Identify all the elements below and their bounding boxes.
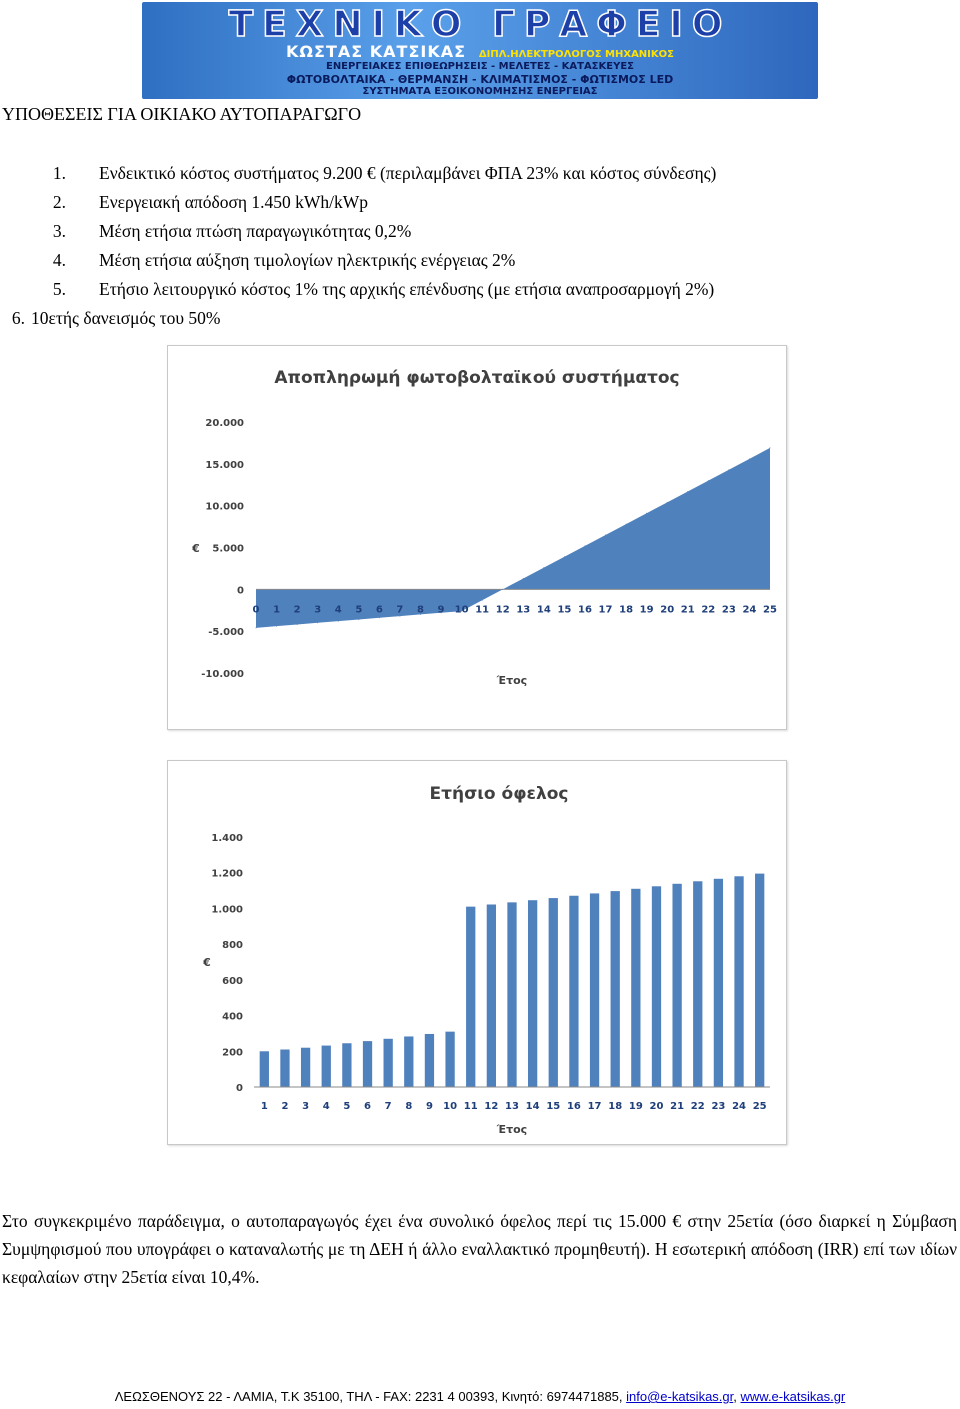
x-tick-label: 7: [384, 1101, 392, 1112]
x-tick-label: 17: [587, 1101, 602, 1112]
x-tick-label: 25: [752, 1101, 767, 1112]
x-tick-label: 3: [302, 1101, 310, 1112]
x-tick-label: 6: [375, 604, 383, 616]
x-tick-label: 11: [463, 1101, 478, 1112]
footer-email-link[interactable]: info@e-katsikas.gr: [626, 1389, 734, 1404]
bar: [260, 1051, 269, 1087]
list-number: 2.: [52, 192, 66, 212]
data-point: [482, 600, 483, 601]
x-tick-label: 12: [495, 604, 510, 616]
footer-address: ΛΕΩΣΘΕΝΟΥΣ 22 - ΛΑΜΙΑ, Τ.Κ 35100, ΤΗΛ - FAX: 2231 4 00393, Κινητό: 6974471885,: [114, 1389, 627, 1404]
x-tick-label: 21: [670, 1101, 685, 1112]
x-tick-label: 1: [273, 604, 281, 616]
y-tick-label: 10.000: [205, 501, 244, 513]
data-point: [646, 513, 647, 514]
assumptions-list: [0, 160, 716, 334]
list-item: [0, 247, 716, 276]
x-tick-label: 15: [546, 1101, 561, 1112]
data-point: [358, 619, 359, 620]
logo-line-services: ΕΝΕΡΓΕΙΑΚΕΣ ΕΠΙΘΕΩΡΗΣΕΙΣ - ΜΕΛΕΤΕΣ - ΚΑΤΑΣΚΕΥΕΣ: [325, 61, 634, 72]
x-tick-label: 24: [732, 1101, 747, 1112]
footer-website-link[interactable]: www.e-katsikas.gr: [740, 1389, 846, 1404]
x-tick-label: 19: [628, 1101, 643, 1112]
x-axis-label: Έτος: [496, 1123, 528, 1136]
page-heading: ΥΠΟΘΕΣΕΙΣ ΓΙΑ ΟΙΚΙΑΚΟ ΑΥΤΟΠΑΡΑΓΩΓΟ: [2, 104, 362, 124]
data-point: [297, 624, 298, 625]
data-point: [770, 447, 771, 448]
y-tick-label: 1.000: [211, 904, 243, 916]
bar: [631, 889, 640, 1087]
y-tick-label: 1.200: [211, 868, 243, 880]
series-area: [256, 448, 770, 628]
y-tick-label: -5.000: [208, 627, 244, 639]
x-tick-label: 11: [475, 604, 490, 616]
x-tick-label: 24: [742, 604, 757, 616]
y-tick-label: 5.000: [212, 543, 244, 555]
data-point: [399, 616, 400, 617]
data-point: [379, 617, 380, 618]
data-point: [276, 626, 277, 627]
data-point: [338, 621, 339, 622]
data-point: [523, 578, 524, 579]
x-tick-label: 4: [322, 1101, 330, 1112]
bar: [322, 1046, 331, 1087]
y-tick-label: 20.000: [205, 418, 244, 429]
data-point: [667, 502, 668, 503]
bar: [569, 896, 578, 1087]
list-number: 3.: [52, 221, 66, 241]
x-tick-label: 2: [281, 1101, 289, 1112]
logo-name: ΚΩΣΤΑΣ ΚΑΤΣΙΚΑΣ: [286, 42, 467, 61]
annual-benefit-chart-svg: [168, 761, 786, 1144]
payback-chart-svg: [168, 346, 786, 729]
annual-benefit-chart: [167, 760, 787, 1145]
bar: [734, 876, 743, 1087]
y-tick-label: 1.400: [211, 833, 243, 844]
list-text: Ενδεικτικό κόστος συστήματος 9.200 € (περιλαμβάνει ΦΠΑ 23% και κόστος σύνδεσης): [99, 163, 717, 183]
x-tick-label: 22: [690, 1101, 705, 1112]
y-tick-label: 0: [236, 1083, 243, 1094]
bar: [507, 902, 516, 1087]
logo-title: ΤΕΧΝΙΚΟ ΓΡΑΦΕΙΟ: [228, 4, 732, 45]
x-tick-label: 2: [293, 604, 301, 616]
list-item: [0, 189, 716, 218]
y-tick-label: 600: [222, 975, 243, 987]
x-tick-label: 7: [396, 604, 404, 616]
x-tick-label: 18: [608, 1101, 623, 1112]
bar: [445, 1032, 454, 1087]
x-tick-label: 5: [355, 604, 363, 616]
bar: [755, 874, 764, 1087]
bar: [590, 893, 599, 1087]
x-tick-label: 3: [314, 604, 322, 616]
y-axis-label: €: [192, 542, 200, 555]
bar: [404, 1036, 413, 1087]
x-tick-label: 23: [721, 604, 736, 616]
bar: [280, 1050, 289, 1088]
x-tick-label: 15: [557, 604, 572, 616]
x-tick-label: 1: [260, 1101, 268, 1112]
list-item: [0, 160, 716, 189]
x-tick-label: 6: [364, 1101, 372, 1112]
chart-title: Ετήσιο όφελος: [429, 784, 569, 804]
list-number: 1.: [52, 163, 66, 183]
data-point: [626, 524, 627, 525]
x-tick-label: 4: [334, 604, 342, 616]
x-tick-label: 13: [516, 604, 531, 616]
list-item: [0, 276, 716, 305]
footer-separator: ,: [733, 1389, 741, 1404]
y-tick-label: 400: [222, 1011, 243, 1023]
x-tick-label: 16: [566, 1101, 581, 1112]
data-point: [708, 480, 709, 481]
data-point: [317, 622, 318, 623]
list-number: 5.: [52, 279, 66, 299]
list-number: 6.: [11, 308, 25, 328]
bar: [714, 879, 723, 1087]
list-number: 4.: [52, 250, 66, 270]
data-point: [728, 469, 729, 470]
x-tick-label: 5: [343, 1101, 351, 1112]
x-tick-label: 14: [536, 604, 551, 616]
data-point: [256, 627, 257, 628]
y-axis-label: €: [203, 956, 211, 969]
list-text: Ενεργειακή απόδοση 1.450 kWh/kWp: [99, 192, 369, 212]
x-tick-label: 17: [598, 604, 613, 616]
x-tick-label: 8: [405, 1101, 413, 1112]
list-item: [0, 305, 716, 334]
bar: [466, 907, 475, 1087]
x-tick-label: 20: [649, 1101, 664, 1112]
data-point: [605, 534, 606, 535]
data-point: [543, 567, 544, 568]
bar: [693, 881, 702, 1087]
bar: [342, 1043, 351, 1087]
logo-role: ΔΙΠΛ.ΗΛΕΚΤΡΟΛΟΓΟΣ ΜΗΧΑΝΙΚΟΣ: [478, 49, 674, 60]
x-tick-label: 22: [701, 604, 716, 616]
list-text: 10ετής δανεισμός του 50%: [31, 308, 221, 328]
x-tick-label: 8: [416, 604, 424, 616]
y-tick-label: 800: [222, 940, 243, 952]
x-tick-label: 0: [252, 604, 260, 616]
x-tick-label: 25: [763, 604, 777, 616]
x-tick-label: 9: [437, 604, 445, 616]
x-tick-label: 19: [639, 604, 654, 616]
y-tick-label: 0: [237, 585, 244, 597]
x-tick-label: 12: [484, 1101, 499, 1112]
bar: [363, 1041, 372, 1087]
bar: [528, 900, 537, 1087]
bar: [487, 905, 496, 1088]
bar: [301, 1048, 310, 1087]
logo-name-line: [142, 42, 818, 61]
chart-title: Αποπληρωμή φωτοβολταϊκού συστήματος: [274, 368, 680, 388]
logo-line-systems: ΣΥΣΤΗΜΑΤΑ ΕΞΟΙΚΟΝΟΜΗΣΗΣ ΕΝΕΡΓΕΙΑΣ: [362, 86, 598, 97]
x-tick-label: 10: [454, 604, 469, 616]
data-point: [584, 545, 585, 546]
company-logo: [142, 2, 818, 99]
x-tick-label: 14: [525, 1101, 540, 1112]
bar: [672, 884, 681, 1087]
bar: [652, 886, 661, 1087]
logo-line-products: ΦΩΤΟΒΟΛΤΑΙΚΑ - ΘΕΡΜΑΝΣΗ - ΚΛΙΜΑΤΙΣΜΟΣ - ΦΩΤΙΣΜΟΣ LED: [286, 73, 674, 86]
payback-chart: [167, 345, 787, 730]
x-tick-label: 23: [711, 1101, 726, 1112]
x-axis-label: Έτος: [496, 674, 528, 687]
x-tick-label: 18: [619, 604, 634, 616]
conclusion-paragraph: Στο συγκεκριμένο παράδειγμα, ο αυτοπαραγωγός έχει ένα συνολικό όφελος περί τις 15.000 € στην 25ετία (όσο διαρκεί η Σύμβαση Συμψηφισμού που υπογράφει ο καταναλωτής με τη ΔΕΗ ή άλλο εναλλακτικό προμηθευτή). Η εσωτερική απόδοση (IRR) επί των ιδίων κεφαλαίων στην 25ετία είναι 10,4%.: [2, 1211, 957, 1287]
data-point: [749, 458, 750, 459]
x-tick-label: 10: [443, 1101, 458, 1112]
list-item: [0, 218, 716, 247]
data-point: [502, 589, 503, 590]
y-tick-label: 200: [222, 1047, 243, 1059]
bar: [425, 1034, 434, 1087]
x-tick-label: 16: [577, 604, 592, 616]
x-tick-label: 9: [425, 1101, 433, 1112]
bar: [384, 1039, 393, 1087]
footer: [0, 1389, 960, 1404]
x-tick-label: 13: [505, 1101, 519, 1112]
list-text: Μέση ετήσια αύξηση τιμολογίων ηλεκτρικής ενέργειας 2%: [99, 250, 516, 270]
data-point: [564, 556, 565, 557]
bar: [549, 898, 558, 1087]
x-tick-label: 20: [660, 604, 675, 616]
list-text: Ετήσιο λειτουργικό κόστος 1% της αρχικής επένδυσης (με ετήσια αναπροσαρμογή 2%): [99, 279, 715, 299]
data-point: [687, 491, 688, 492]
y-tick-label: -10.000: [201, 669, 244, 680]
list-text: Μέση ετήσια πτώση παραγωγικότητας 0,2%: [99, 221, 412, 241]
bar: [611, 891, 620, 1087]
x-tick-label: 21: [680, 604, 695, 616]
y-tick-label: 15.000: [205, 459, 244, 471]
